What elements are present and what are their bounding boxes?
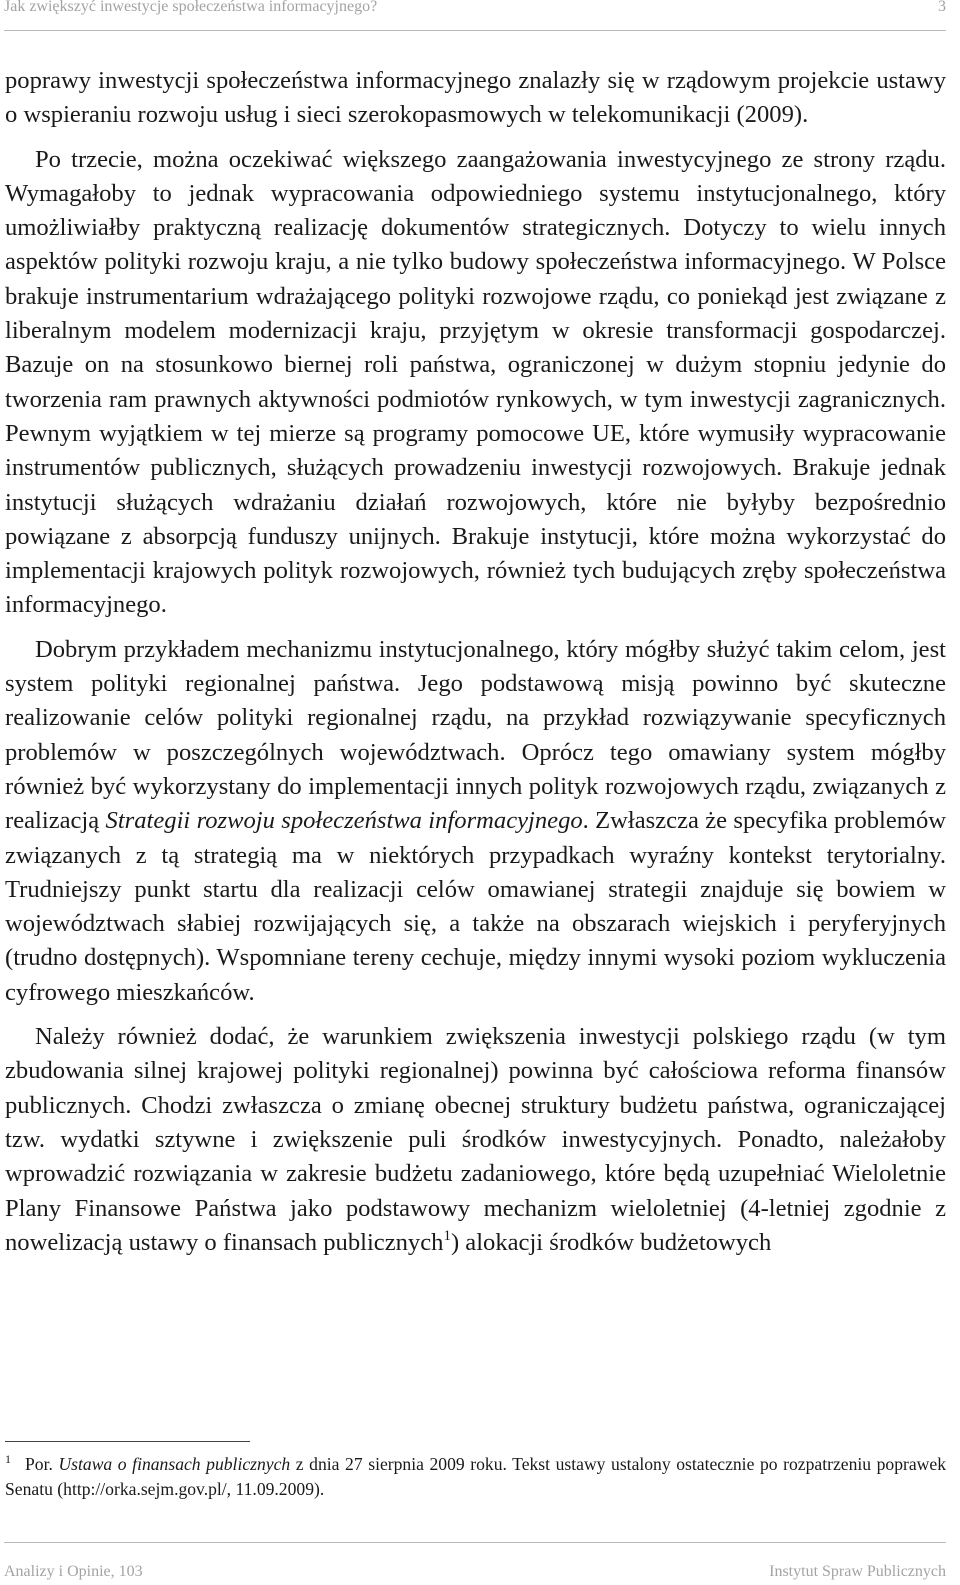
running-footer bbox=[4, 1542, 946, 1585]
footnote-divider bbox=[5, 1441, 250, 1442]
footnote-text: z dnia 27 sierpnia 2009 roku. Tekst ustawy ustalony ostatecznie po rozpatrzeniu poprawek Senatu (http://orka.sejm.gov.pl/, 11.09.2009). bbox=[5, 1454, 946, 1499]
running-header bbox=[4, 0, 946, 31]
main-text bbox=[5, 64, 946, 1260]
paragraph-4-text-b: ) alokacji środków budżetowych bbox=[450, 1228, 772, 1256]
header-title: Jak zwiększyć inwestycje społeczeństwa informacyjnego? bbox=[4, 0, 378, 15]
paragraph-3 bbox=[5, 633, 946, 1010]
footnote-law-title: Ustawa o finansach publicznych bbox=[58, 1454, 291, 1474]
paragraph-3-text-b: . Zwłaszcza że specyfika problemów związanych z tą strategią ma w niektórych przypadkach wyraźny kontekst terytorialny. Trudniejszy punkt startu dla realizacji celów omawianej strategii znajduje się bowiem w województwach słabiej rozwijających się, a także na obszarach wiejskich i peryferyjnych (trudno dostępnych). Wspomniane tereny cechuje, między innymi wysoki poziom wykluczenia cyfrowego mieszkańców. bbox=[5, 807, 946, 1006]
strategy-title-italic: Strategii rozwoju społeczeństwa informacyjnego bbox=[105, 807, 583, 835]
paragraph-4-text-a: Należy również dodać, że warunkiem zwiększenia inwestycji polskiego rządu (w tym zbudowania silnej krajowej polityki regionalnej) powinna być całościowa reforma finansów publicznych. Chodzi zwłaszcza o zmianę obecnej struktury budżetu państwa, ograniczającej tzw. wydatki sztywne i zwiększenie puli środków inwestycyjnych. Ponadto, należałoby wprowadzić rozwiązania w zakresie budżetu zadaniowego, które będą uzupełniać Wieloletnie Plany Finansowe Państwa jako podstawowy mechanizm wieloletniej (4-letniej zgodnie z nowelizacją ustawy o finansach publicznych bbox=[5, 1023, 946, 1256]
footnote-prefix: Por. bbox=[25, 1454, 59, 1474]
footer-publisher: Instytut Spraw Publicznych bbox=[769, 1563, 946, 1580]
paragraph-1: poprawy inwestycji społeczeństwa informacyjnego znalazły się w rządowym projekcie ustawy o wspieraniu rozwoju usług i sieci szerokopasmowych w telekomunikacji (2009). bbox=[5, 67, 946, 129]
footnote-mark: 1 bbox=[5, 1452, 11, 1466]
page-number: 3 bbox=[938, 0, 946, 15]
footnote-reference[interactable]: 1 bbox=[443, 1227, 451, 1244]
footnote bbox=[5, 1452, 946, 1502]
footer-publication: Analizy i Opinie, 103 bbox=[4, 1563, 143, 1580]
paragraph-4 bbox=[5, 1020, 946, 1260]
paragraph-2: Po trzecie, można oczekiwać większego zaangażowania inwestycyjnego ze strony rządu. Wymagałoby to jednak wypracowania odpowiedniego systemu instytucjonalnego, który umożliwiałby praktyczną realizację dokumentów strategicznych. Dotyczy to wielu innych aspektów polityki rozwoju kraju, a nie tylko budowy społeczeństwa informacyjnego. W Polsce brakuje instrumentarium wdrażającego polityki rozwojowe rządu, co poniekąd jest związane z liberalnym modelem modernizacji kraju, przyjętym w okresie transformacji gospodarczej. Bazuje on na stosunkowo biernej roli państwa, ograniczonej w dużym stopniu jedynie do tworzenia ram prawnych aktywności podmiotów rynkowych, w tym inwestycji zagranicznych. Pewnym wyjątkiem w tej mierze są programy pomocowe UE, które wymusiły wypracowanie instrumentów publicznych, służących prowadzeniu inwestycji rozwojowych. Brakuje jednak instytucji służących wdrażaniu działań rozwojowych, które nie byłyby bezpośrednio powiązane z absorpcją funduszy unijnych. Brakuje instytucji, które można wykorzystać do implementacji krajowych polityk rozwojowych, również tych budujących zręby społeczeństwa informacyjnego. bbox=[5, 145, 946, 619]
paragraph-3-text-a: Dobrym przykładem mechanizmu instytucjonalnego, który mógłby służyć takim celom, jest system polityki regionalnej państwa. Jego podstawową misją powinno być skuteczne realizowanie celów polityki regionalnej rządu, na przykład rozwiązywanie specyficznych problemów w poszczególnych województwach. Oprócz tego omawiany system mógłby również być wykorzystany do implementacji innych polityk rozwojowych rządu, związanych z realizacją bbox=[5, 635, 946, 835]
